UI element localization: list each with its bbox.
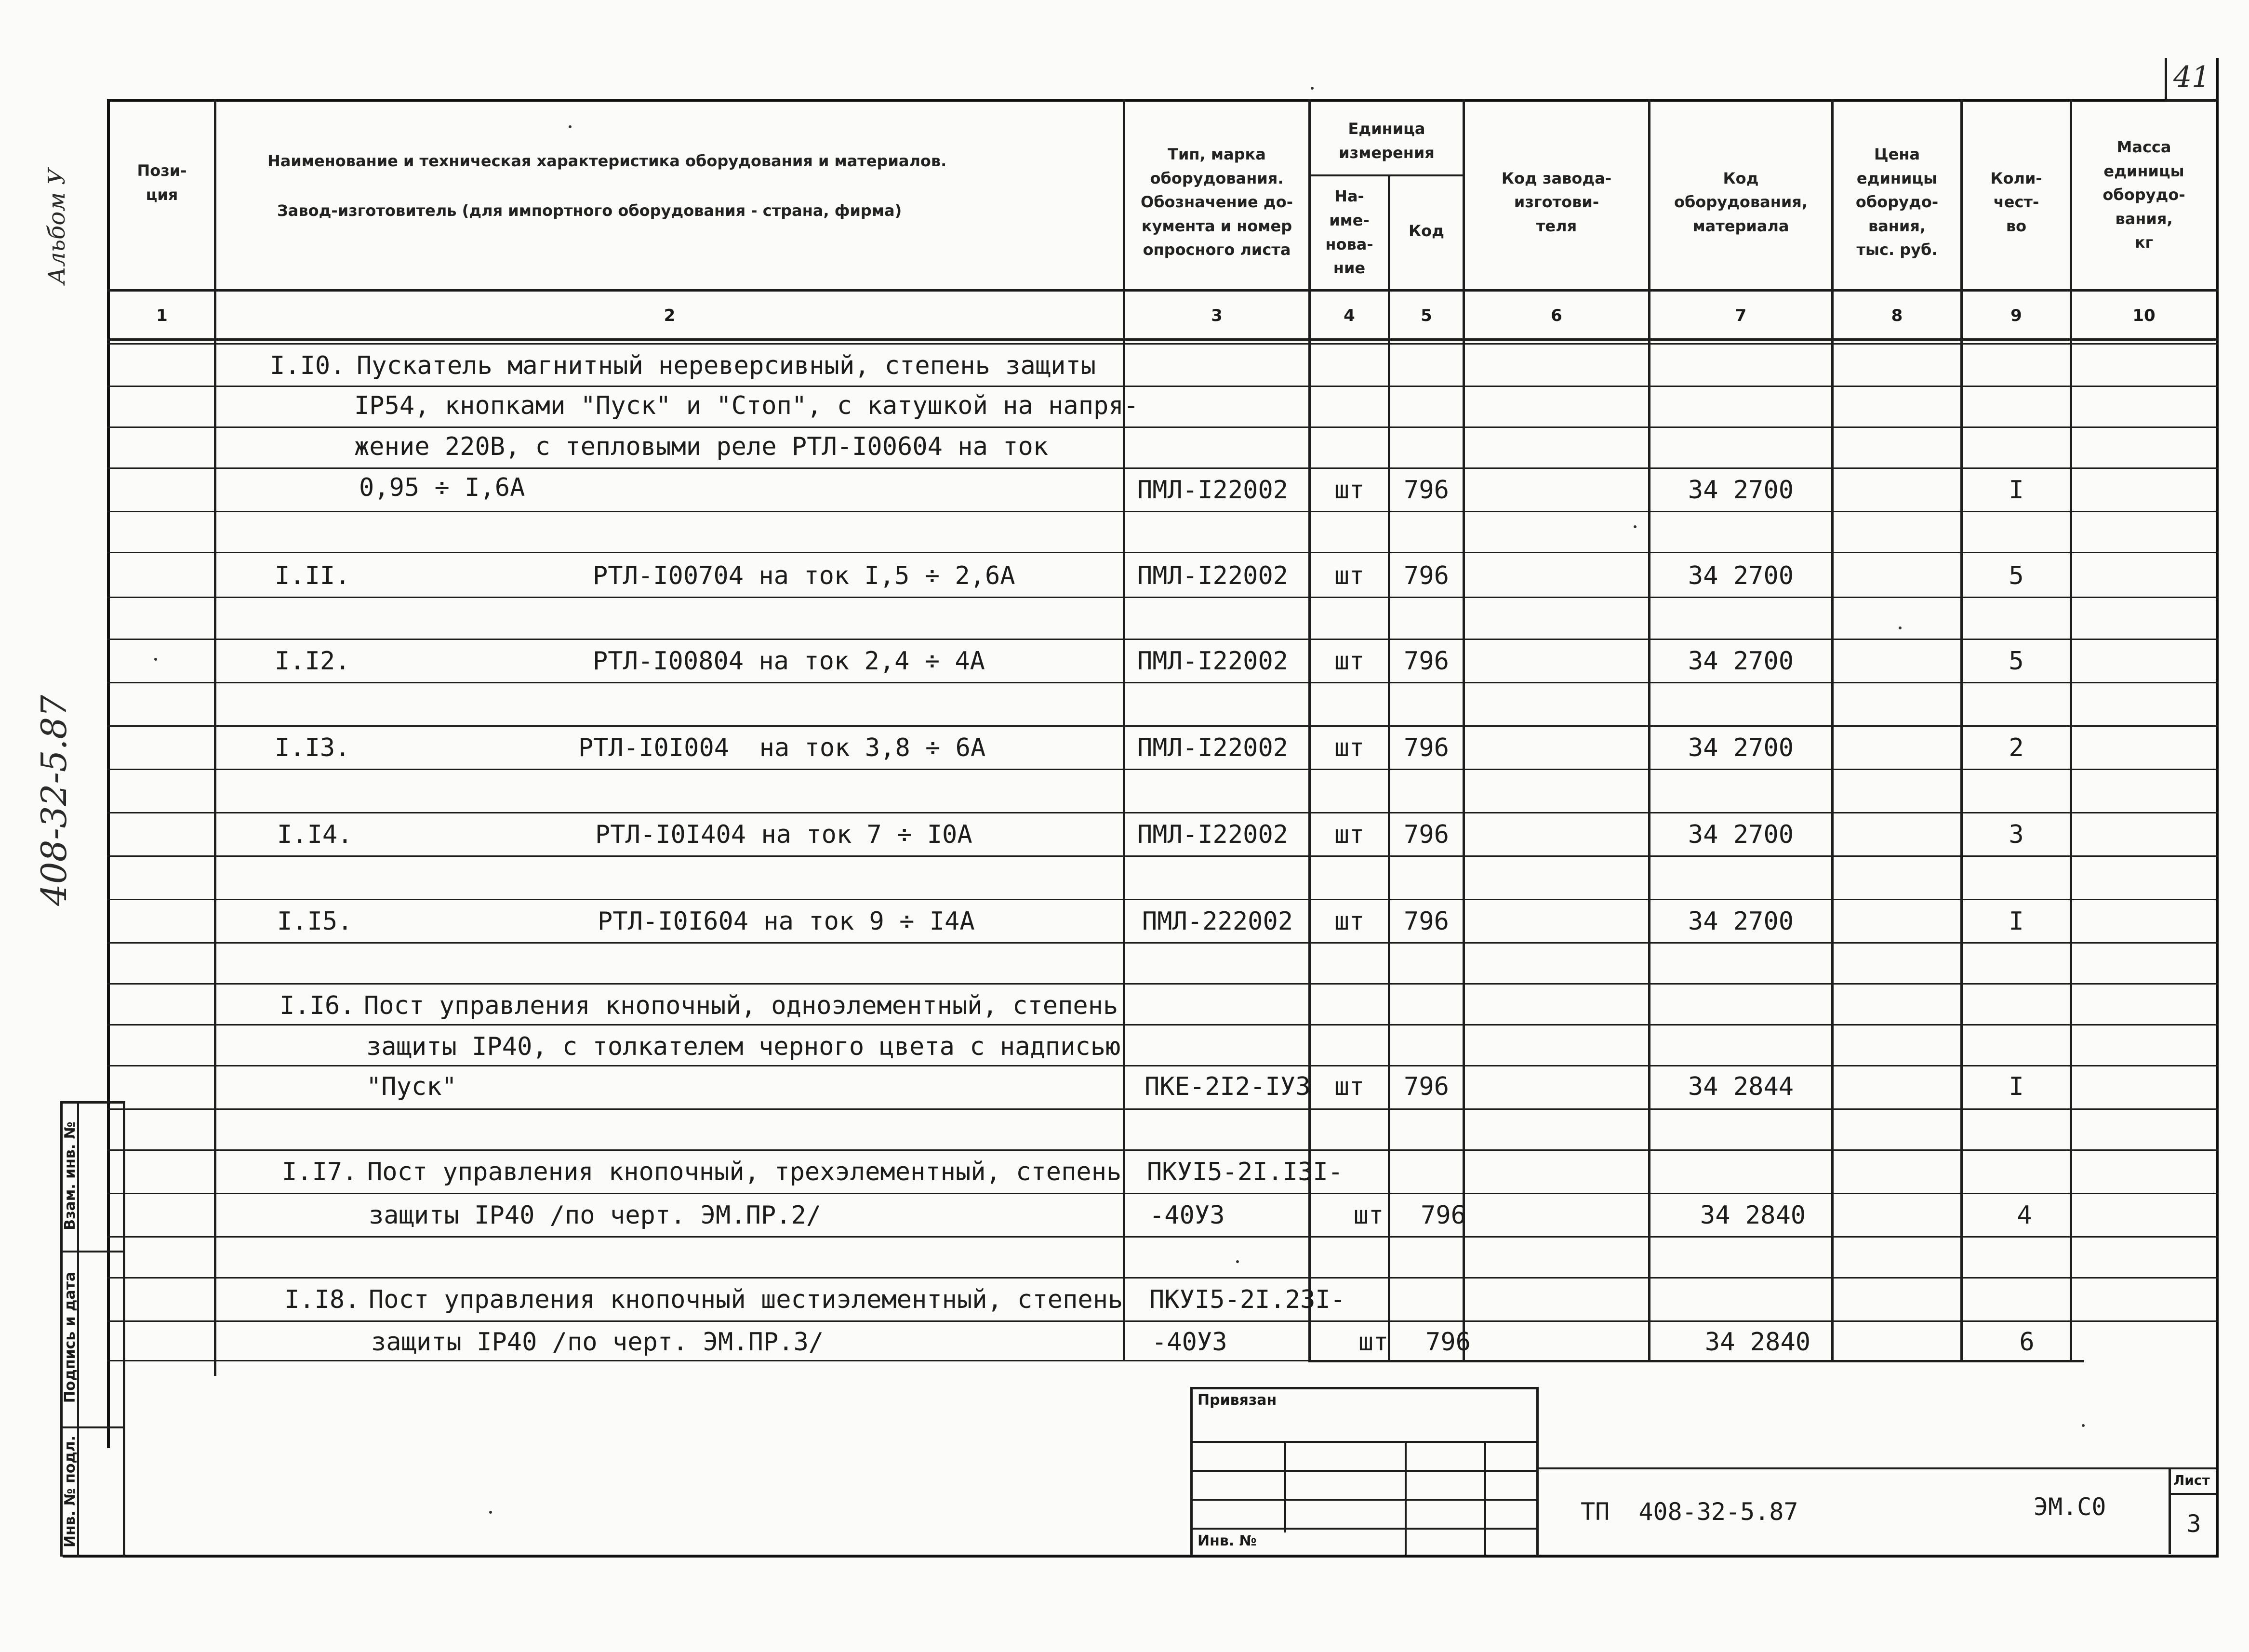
row-line xyxy=(107,942,2219,944)
row-unit: шт xyxy=(1334,476,1365,505)
sheet-box-split xyxy=(2169,1493,2217,1495)
row-position: I.II. xyxy=(275,561,350,590)
row-name-line: защиты IP40 /по черт. ЭМ.ПР.2/ xyxy=(369,1201,822,1230)
row-equip-code: 34 2844 xyxy=(1688,1072,1794,1101)
table-bottom-right xyxy=(1308,1360,2084,1362)
row-type: ПМЛ-I22002 xyxy=(1137,561,1289,590)
row-name-line: жение 220В, с тепловыми реле РТЛ-I00604 на ток xyxy=(354,432,1049,461)
row-unit: шт xyxy=(1358,1328,1389,1357)
row-qty: I xyxy=(2009,907,2024,936)
row-type: ПМЛ-I22002 xyxy=(1137,820,1289,849)
colnum-2: 2 xyxy=(664,306,676,325)
row-type: -40УЗ xyxy=(1152,1328,1227,1357)
col-line-2 xyxy=(1123,99,1125,1361)
row-unit-code: 796 xyxy=(1404,476,1449,505)
row-name-line: Пост управления кнопочный, одноэлементный, степень xyxy=(364,991,1118,1020)
row-equip-code: 34 2700 xyxy=(1688,476,1794,505)
row-type: ПКУI5-2I.23I- xyxy=(1149,1285,1345,1314)
col-line-9 xyxy=(2070,99,2072,1361)
row-line xyxy=(107,639,2219,640)
header-mass: Масса единицы оборудо- вания, кг xyxy=(2103,138,2185,252)
row-line xyxy=(107,855,2219,857)
colnum-9: 9 xyxy=(2010,306,2022,325)
row-name-line: РТЛ-I0I404 на ток 7 ÷ I0А xyxy=(595,820,972,849)
stamp-col-1 xyxy=(1284,1441,1286,1532)
row-unit: шт xyxy=(1334,1072,1365,1101)
row-unit-code: 796 xyxy=(1404,820,1449,849)
album-label: Альбом У xyxy=(43,168,70,284)
row-equip-code: 34 2700 xyxy=(1688,907,1794,936)
scan-speck xyxy=(489,1511,492,1514)
row-type: ПКЕ-2I2-IУЗ xyxy=(1144,1072,1311,1101)
row-type: ПМЛ-I22002 xyxy=(1137,647,1289,676)
sheet-mark-divider xyxy=(2165,58,2167,101)
doc-code: ЭМ.С0 xyxy=(2034,1493,2106,1521)
header-equip-code: Код оборудования, материала xyxy=(1674,169,1808,235)
header-unit-code: Код xyxy=(1409,222,1444,240)
row-unit-code: 796 xyxy=(1404,561,1449,590)
row-line xyxy=(107,899,2219,900)
header-name-line1: Наименование и техническая характеристика оборудования и материалов. xyxy=(267,152,947,171)
row-equip-code: 34 2840 xyxy=(1700,1201,1806,1230)
row-line xyxy=(107,1108,2219,1110)
row-name-line: РТЛ-I00704 на ток I,5 ÷ 2,6А xyxy=(593,561,1015,590)
row-position: I.I2. xyxy=(275,647,350,676)
row-line xyxy=(107,1236,2219,1238)
row-qty: I xyxy=(2009,1072,2024,1101)
colnum-10: 10 xyxy=(2132,306,2156,325)
row-line xyxy=(107,1320,2219,1322)
row-name-line: защиты IP40, с толкателем черного цвета с надписью xyxy=(366,1032,1121,1061)
row-name-line: Пускатель магнитный нереверсивный, степень защиты xyxy=(357,351,1096,380)
row-name-line: защиты IP40 /по черт. ЭМ.ПР.3/ xyxy=(371,1328,824,1357)
row-line xyxy=(107,725,2219,727)
row-name-line: Пост управления кнопочный шестиэлементный, степень xyxy=(369,1285,1123,1314)
header-position: Пози- ция xyxy=(137,161,187,204)
frame-right xyxy=(2216,58,2219,1557)
row-line xyxy=(107,1149,2219,1151)
stamp-inv-no: Инв. № xyxy=(1198,1532,1257,1549)
colnum-8: 8 xyxy=(1891,306,1903,325)
frame-bottom xyxy=(63,1555,2219,1558)
row-position: I.I6. xyxy=(279,991,355,1020)
row-line xyxy=(107,386,2219,387)
row-unit-code: 796 xyxy=(1421,1201,1466,1230)
sheet-number: 3 xyxy=(2186,1510,2201,1538)
frame-top xyxy=(107,99,2219,102)
row-line xyxy=(107,1360,1309,1361)
sheet-mark: 41 xyxy=(2173,60,2210,94)
row-position: I.I4. xyxy=(277,820,353,849)
row-unit-code: 796 xyxy=(1404,907,1449,936)
row-unit: шт xyxy=(1334,561,1365,590)
side-vzam: Взам. инв. № xyxy=(62,1121,79,1230)
scan-speck xyxy=(1899,626,1902,629)
row-type: -40УЗ xyxy=(1149,1201,1225,1230)
col-line-1 xyxy=(214,99,216,1376)
stamp-main-top xyxy=(1537,1467,2216,1469)
stamp-col-3 xyxy=(1484,1441,1486,1555)
col-line-7 xyxy=(1831,99,1834,1361)
colnum-6: 6 xyxy=(1551,306,1562,325)
header-unit-name: На- име- нова- ние xyxy=(1325,187,1373,278)
row-name-line: Пост управления кнопочный, трехэлементный, степень xyxy=(367,1158,1122,1186)
col-line-5 xyxy=(1463,99,1465,1361)
row-line xyxy=(107,552,2219,553)
colnum-5: 5 xyxy=(1421,306,1432,325)
row-line xyxy=(107,343,2219,345)
row-equip-code: 34 2700 xyxy=(1688,733,1794,762)
row-line xyxy=(107,1065,2219,1066)
stamp-col-2 xyxy=(1405,1441,1407,1555)
colnum-4: 4 xyxy=(1344,306,1355,325)
colnum-1: 1 xyxy=(156,306,168,325)
header-bottom-line xyxy=(107,289,2219,292)
side-inv-podl: Инв. № подл. xyxy=(62,1435,79,1548)
row-line xyxy=(107,1024,2219,1026)
row-position: I.I5. xyxy=(277,907,353,936)
row-qty: 2 xyxy=(2009,733,2024,762)
header-price: Цена единицы оборудо- вания, тыс. руб. xyxy=(1855,145,1939,259)
row-qty: 5 xyxy=(2009,647,2024,676)
row-qty: 6 xyxy=(2019,1328,2035,1357)
row-equip-code: 34 2700 xyxy=(1688,647,1794,676)
row-qty: 3 xyxy=(2009,820,2024,849)
scan-speck xyxy=(154,658,157,661)
sheet-label: Лист xyxy=(2173,1472,2210,1488)
row-line xyxy=(107,467,2219,469)
side-stamp-div-2 xyxy=(60,1426,125,1428)
row-name-line: РТЛ-I00804 на ток 2,4 ÷ 4А xyxy=(593,647,985,676)
project-code: ТП 408-32-5.87 xyxy=(1581,1498,1798,1526)
row-equip-code: 34 2700 xyxy=(1688,820,1794,849)
header-type: Тип, марка оборудования. Обозначение до- кумента и номер опросного листа xyxy=(1141,145,1293,259)
header-name-line2: Завод-изготовитель (для импортного оборудования - страна, фирма) xyxy=(277,201,902,220)
row-name-line: "Пуск" xyxy=(366,1072,457,1101)
colnum-7: 7 xyxy=(1735,306,1747,325)
row-qty: 4 xyxy=(2017,1201,2032,1230)
row-equip-code: 34 2700 xyxy=(1688,561,1794,590)
row-type: ПМЛ-I22002 xyxy=(1137,476,1289,505)
row-unit: шт xyxy=(1334,820,1365,849)
row-type: ПМЛ-I22002 xyxy=(1137,733,1289,762)
row-position: I.I0. xyxy=(270,351,346,380)
header-qty: Коли- чест- во xyxy=(1990,169,2042,235)
row-unit-code: 796 xyxy=(1425,1328,1471,1357)
row-line xyxy=(107,769,2219,770)
row-equip-code: 34 2840 xyxy=(1704,1328,1811,1357)
colnum-3: 3 xyxy=(1211,306,1223,325)
row-unit-code: 796 xyxy=(1404,1072,1449,1101)
unit-group-split xyxy=(1308,174,1463,176)
stamp-privyazan: Привязан xyxy=(1198,1392,1277,1409)
scan-speck xyxy=(1311,87,1314,90)
row-name-line: IP54, кнопками "Пуск" и "Стоп", с катушкой на напря- xyxy=(354,391,1139,420)
row-position: I.I3. xyxy=(275,733,350,762)
scan-speck xyxy=(2082,1424,2085,1427)
side-podpis: Подпись и дата xyxy=(62,1271,79,1403)
header-unit-group: Единица измерения xyxy=(1339,119,1435,162)
sheet-mark-underline xyxy=(2165,99,2218,101)
row-unit: шт xyxy=(1334,647,1365,676)
scan-speck xyxy=(569,125,572,128)
row-unit-code: 796 xyxy=(1404,733,1449,762)
row-line xyxy=(107,511,2219,512)
row-name-line: РТЛ-I0I004 на ток 3,8 ÷ 6А xyxy=(578,733,986,762)
row-unit: шт xyxy=(1334,907,1365,936)
row-qty: 5 xyxy=(2009,561,2024,590)
row-type: ПМЛ-222002 xyxy=(1142,907,1293,936)
row-line xyxy=(107,426,2219,428)
row-position: I.I7. xyxy=(282,1158,358,1186)
row-qty: I xyxy=(2009,476,2024,505)
side-stamp-inner-right xyxy=(123,1101,125,1557)
row-line xyxy=(107,682,2219,683)
scan-speck xyxy=(1634,525,1637,528)
header-factory-code: Код завода- изготови- теля xyxy=(1501,169,1612,235)
row-name-line: РТЛ-I0I604 на ток 9 ÷ I4А xyxy=(598,907,975,936)
row-line xyxy=(107,812,2219,813)
row-line xyxy=(107,1277,2219,1279)
scan-speck xyxy=(1236,1260,1239,1263)
row-unit: шт xyxy=(1334,733,1365,762)
row-line xyxy=(107,983,2219,985)
row-line xyxy=(107,1193,2219,1194)
row-position: I.I8. xyxy=(284,1285,360,1314)
row-unit: шт xyxy=(1353,1201,1384,1230)
row-type: ПКУI5-2I.I3I- xyxy=(1147,1158,1343,1186)
stamp-top xyxy=(1190,1387,1537,1389)
row-name-line: 0,95 ÷ I,6А xyxy=(359,473,525,502)
row-line xyxy=(107,597,2219,598)
colnum-bottom-line xyxy=(107,338,2219,341)
row-unit-code: 796 xyxy=(1404,647,1449,676)
project-side-label: 408-32-5.87 xyxy=(34,694,74,906)
